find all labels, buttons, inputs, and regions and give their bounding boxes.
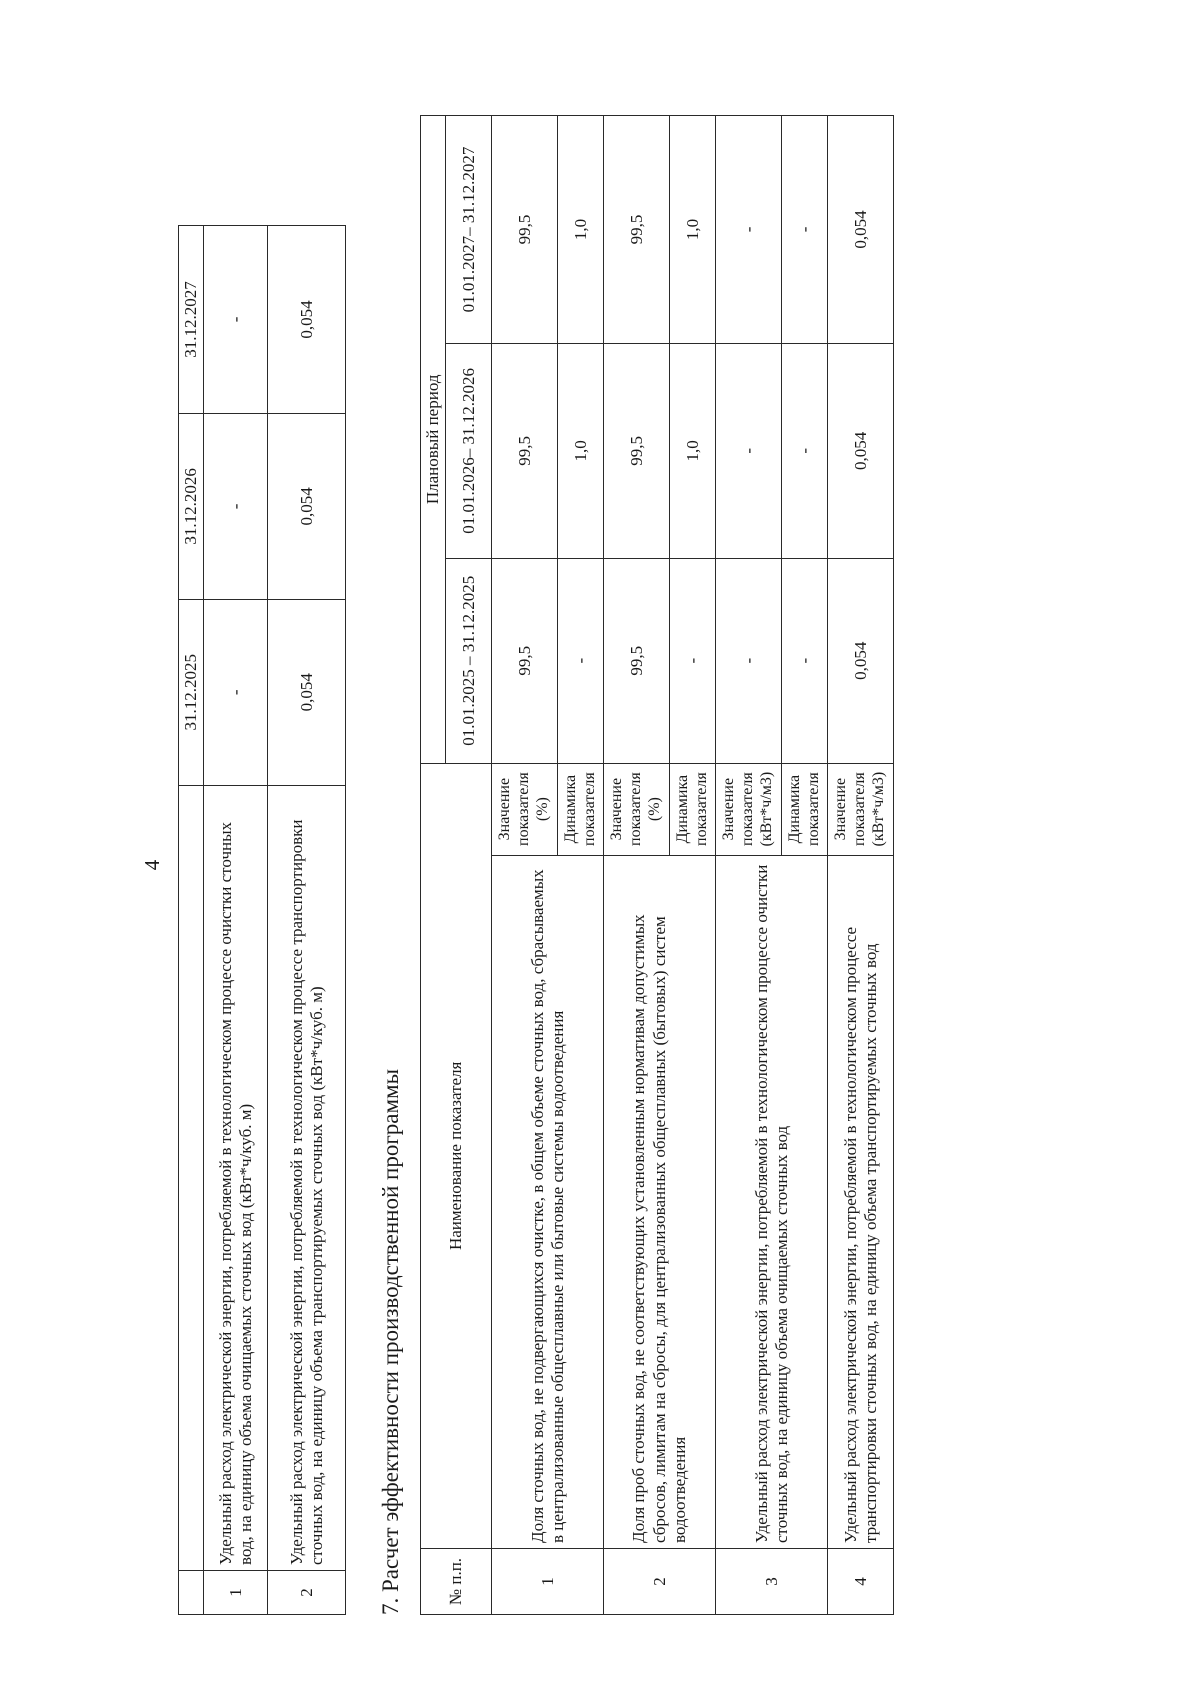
indicator-value: 99,5 — [604, 558, 670, 763]
indicator-value: 1,0 — [558, 116, 604, 344]
table-row — [492, 116, 558, 1615]
table-row — [716, 116, 782, 1615]
indicator-name: Удельный расход электрической энергии, потребляемой в технологическом процессе очистки сточных вод, на единицу объема очищаемых сточных вод (кВт*ч/куб. м) — [204, 785, 268, 1570]
indicator-value: - — [782, 558, 828, 763]
table1-header-date: 31.12.2025 — [179, 599, 204, 785]
row-number: 1 — [492, 1549, 604, 1615]
period-header: 01.01.2027– 31.12.2027 — [446, 116, 492, 344]
row-number: 2 — [268, 1571, 346, 1615]
table-row — [268, 226, 346, 1615]
indicator-name: Доля сточных вод, не подвергающихся очистке, в общем объеме сточных вод, сбрасываемых в централизованные общесплавные или бытовые системы водоотведения — [492, 855, 604, 1548]
table1-header-row — [179, 226, 204, 1615]
indicator-value: 1,0 — [670, 116, 716, 344]
indicator-value: - — [204, 413, 268, 599]
efficiency-table — [420, 115, 894, 1615]
indicator-value: 99,5 — [492, 116, 558, 344]
indicator-value: 0,054 — [828, 116, 894, 344]
indicator-value: 0,054 — [268, 599, 346, 785]
indicator-value: - — [716, 343, 782, 558]
indicator-table-continued — [178, 225, 346, 1615]
row-number: 2 — [604, 1549, 716, 1615]
table2-header-row — [421, 116, 446, 1615]
table1-header-date: 31.12.2026 — [179, 413, 204, 599]
indicator-value: 0,054 — [828, 343, 894, 558]
sub-label: Динамика показателя — [670, 763, 716, 855]
table2-header-name: Наименование показателя — [421, 763, 492, 1548]
indicator-name: Доля проб сточных вод, не соответствующих установленным нормативам допустимых сбросов, лимитам на сбросы, для централизованных общесплавных (бытовых) систем водоотведения — [604, 855, 716, 1548]
row-number: 1 — [204, 1571, 268, 1615]
indicator-value: 99,5 — [492, 558, 558, 763]
sub-label: Значение показателя (%) — [604, 763, 670, 855]
indicator-name: Удельный расход электрической энергии, потребляемой в технологическом процессе транспортировки сточных вод, на единицу объема транспортируемых сточных вод (кВт*ч/куб. м) — [268, 785, 346, 1570]
page-number: 4 — [140, 859, 164, 871]
row-number: 4 — [828, 1549, 894, 1615]
indicator-value: 0,054 — [268, 226, 346, 414]
indicator-value: - — [716, 116, 782, 344]
indicator-value: 1,0 — [670, 343, 716, 558]
indicator-value: - — [204, 226, 268, 414]
period-header: 01.01.2026– 31.12.2026 — [446, 343, 492, 558]
indicator-value: - — [716, 558, 782, 763]
indicator-value: 99,5 — [604, 343, 670, 558]
table-row — [604, 116, 670, 1615]
section-title: 7. Расчет эффективности производственной программы — [378, 1068, 403, 1615]
row-number: 3 — [716, 1549, 828, 1615]
planned-period-header: Плановый период — [421, 116, 446, 764]
indicator-value: 1,0 — [558, 343, 604, 558]
table1-header-date: 31.12.2027 — [179, 226, 204, 414]
table-row — [204, 226, 268, 1615]
table1-header-no — [179, 1571, 204, 1615]
table-row — [828, 116, 894, 1615]
indicator-name: Удельный расход электрической энергии, потребляемой в технологическом процессе транспортировки сточных вод, на единицу объема транспортируемых сточных вод — [828, 855, 894, 1548]
table2-header-no: № п.п. — [421, 1549, 492, 1615]
indicator-value: 99,5 — [492, 343, 558, 558]
rotated-page — [140, 115, 1140, 1615]
indicator-value: - — [558, 558, 604, 763]
indicator-value: 0,054 — [828, 558, 894, 763]
table1-header-name — [179, 785, 204, 1570]
indicator-value: 99,5 — [604, 116, 670, 344]
sub-label: Значение показателя (%) — [492, 763, 558, 855]
sub-label: Динамика показателя — [558, 763, 604, 855]
indicator-value: - — [782, 116, 828, 344]
indicator-value: - — [670, 558, 716, 763]
indicator-value: - — [782, 343, 828, 558]
indicator-value: 0,054 — [268, 413, 346, 599]
sub-label: Динамика показателя — [782, 763, 828, 855]
sub-label: Значение показателя (кВт*ч/м3) — [716, 763, 782, 855]
sub-label: Значение показателя (кВт*ч/м3) — [828, 763, 894, 855]
indicator-value: - — [204, 599, 268, 785]
period-header: 01.01.2025 – 31.12.2025 — [446, 558, 492, 763]
indicator-name: Удельный расход электрической энергии, потребляемой в технологическом процессе очистки сточных вод, на единицу объема очищаемых сточных вод — [716, 855, 828, 1548]
